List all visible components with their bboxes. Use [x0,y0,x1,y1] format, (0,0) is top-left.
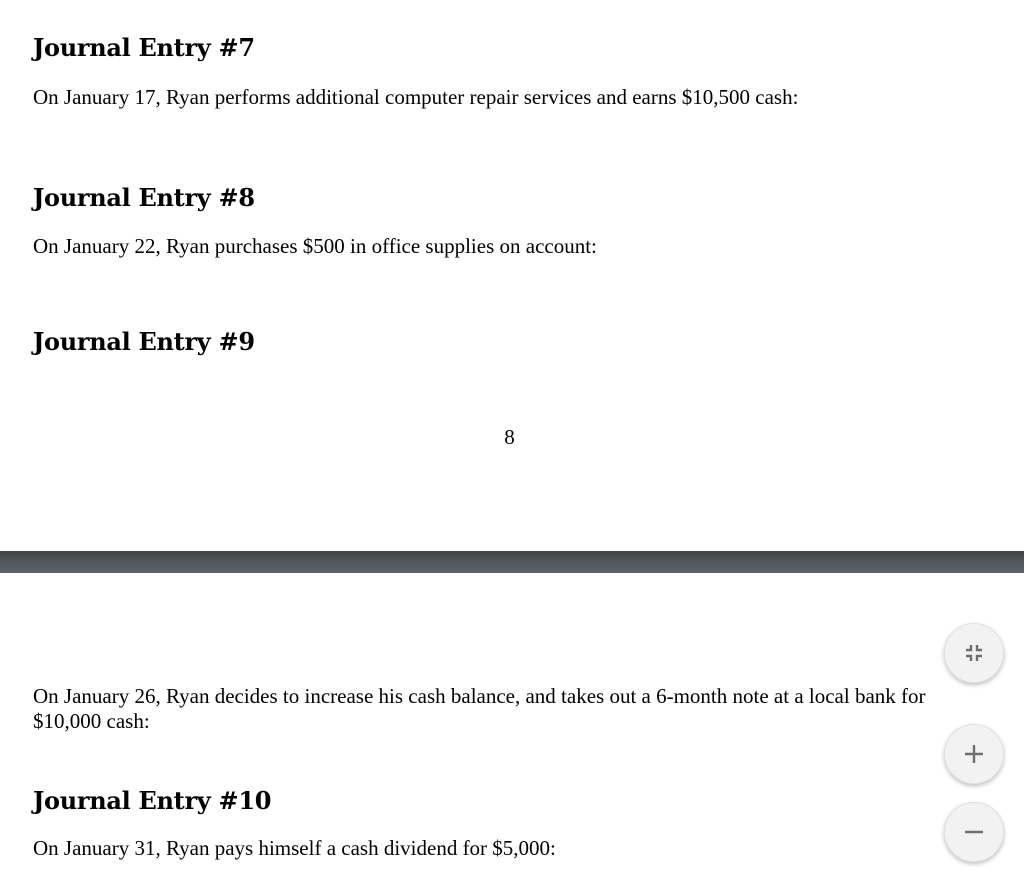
zoom-out-button[interactable] [944,802,1004,862]
fit-to-page-button[interactable] [944,623,1004,683]
entry-9-heading: Journal Entry #9 [33,327,255,356]
entry-10-text: On January 31, Ryan pays himself a cash dividend for $5,000: [33,836,556,860]
minus-icon [963,821,985,843]
entry-8-text: On January 22, Ryan purchases $500 in office supplies on account: [33,234,597,258]
zoom-in-button[interactable] [944,724,1004,784]
fit-to-page-icon [963,642,985,664]
entry-7-text: On January 17, Ryan performs additional computer repair services and earns $10,500 cash: [33,85,799,109]
entry-10-heading: Journal Entry #10 [33,786,272,815]
page-number: 8 [504,425,515,449]
page-9 [0,573,1024,881]
entry-7-heading: Journal Entry #7 [33,33,255,62]
entry-9-text: On January 26, Ryan decides to increase his cash balance, and takes out a 6-month note at a local bank for $10,000 cash: [33,684,926,733]
page-separator [0,551,1024,573]
entry-8-heading: Journal Entry #8 [33,183,255,212]
plus-icon [963,743,985,765]
